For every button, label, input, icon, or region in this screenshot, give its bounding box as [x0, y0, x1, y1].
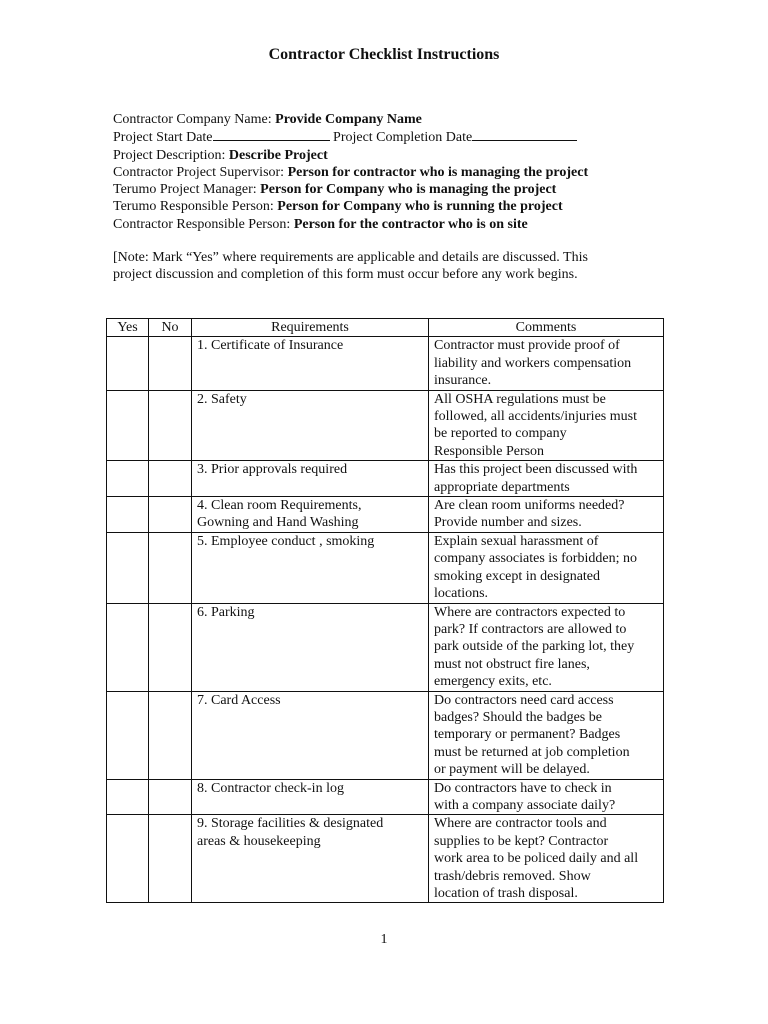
page-title: Contractor Checklist Instructions [268, 46, 500, 63]
comment-cell [429, 603, 664, 691]
requirement-text: 7. Card Access [197, 692, 281, 708]
yes-checkbox-cell[interactable] [107, 390, 149, 461]
yes-checkbox-cell[interactable] [107, 337, 149, 390]
comment-text: liability and workers compensation [434, 355, 632, 371]
responsible-person-label: Terumo Responsible Person: [113, 199, 278, 215]
supervisor-value: Person for contractor who is managing the project [287, 164, 589, 180]
no-column-header: No [149, 319, 192, 337]
start-date-label: Project Start Date [113, 130, 213, 146]
table-row [107, 779, 664, 815]
requirement-cell [192, 815, 429, 903]
table-row [107, 532, 664, 603]
checklist-body [107, 337, 664, 903]
comment-cell [429, 815, 664, 903]
contractor-responsible-label: Contractor Responsible Person: [113, 216, 294, 232]
requirement-text: Gowning and Hand Washing [197, 515, 359, 531]
comment-text: supplies to be kept? Contractor [434, 833, 609, 849]
requirement-cell [192, 779, 429, 815]
comment-cell [429, 779, 664, 815]
comment-text: location of trash disposal. [434, 886, 578, 901]
comment-text: company associates is forbidden; no [434, 551, 637, 567]
no-checkbox-cell[interactable] [149, 390, 192, 461]
yes-checkbox-cell[interactable] [107, 461, 149, 497]
comment-text: All OSHA regulations must be [434, 391, 606, 407]
project-manager-line [113, 181, 588, 198]
comment-text: work area to be policed daily and all [434, 851, 639, 867]
yes-checkbox-cell[interactable] [107, 815, 149, 903]
no-checkbox-cell[interactable] [149, 461, 192, 497]
no-checkbox-cell[interactable] [149, 691, 192, 779]
requirement-text: 6. Parking [197, 604, 255, 620]
note-line: [Note: Mark “Yes” where requirements are applicable and details are discussed. This [113, 250, 588, 265]
comment-text: must not obstruct fire lanes, [434, 656, 590, 672]
table-row [107, 815, 664, 903]
table-header-row [107, 319, 664, 337]
responsible-person-line [113, 198, 588, 215]
requirement-text: 9. Storage facilities & designated [197, 816, 384, 832]
supervisor-label: Contractor Project Supervisor: [113, 164, 288, 180]
comment-text: badges? Should the badges be [434, 709, 602, 725]
comment-text: Where are contractor tools and [434, 816, 607, 832]
requirement-text: 8. Contractor check-in log [197, 780, 344, 796]
comment-text: park? If contractors are allowed to [434, 621, 627, 637]
comment-cell [429, 390, 664, 461]
comment-text: Explain sexual harassment of [434, 533, 599, 549]
requirement-cell [192, 691, 429, 779]
completion-date-blank [472, 128, 577, 141]
comment-text: Where are contractors expected to [434, 604, 626, 620]
comment-text: Are clean room uniforms needed? [434, 498, 625, 514]
table-row [107, 390, 664, 461]
supervisor-line [113, 164, 588, 181]
requirement-text: areas & housekeeping [197, 833, 321, 849]
comment-text: with a company associate daily? [434, 797, 616, 813]
comment-text: Do contractors need card access [434, 692, 614, 708]
completion-date-label: Project Completion Date [329, 130, 473, 146]
requirement-cell [192, 461, 429, 497]
requirement-cell [192, 497, 429, 533]
project-dates-line [113, 128, 588, 146]
comment-text: Do contractors have to check in [434, 780, 612, 796]
yes-checkbox-cell[interactable] [107, 603, 149, 691]
yes-column-header: Yes [107, 319, 149, 337]
requirement-cell [192, 603, 429, 691]
comment-text: be reported to company [434, 426, 567, 442]
comment-cell [429, 461, 664, 497]
requirement-cell [192, 390, 429, 461]
comment-text: appropriate departments [434, 479, 570, 495]
no-checkbox-cell[interactable] [149, 779, 192, 815]
requirement-text: 2. Safety [197, 391, 247, 407]
requirement-cell [192, 337, 429, 390]
project-manager-value: Person for Company who is managing the project [260, 182, 557, 198]
comment-text: Has this project been discussed with [434, 462, 638, 478]
project-description-line [113, 147, 588, 164]
page-number: 1 [380, 932, 388, 947]
yes-checkbox-cell[interactable] [107, 691, 149, 779]
contractor-responsible-value: Person for the contractor who is on site [293, 216, 528, 232]
comment-cell [429, 532, 664, 603]
comment-text: temporary or permanent? Badges [434, 727, 621, 743]
responsible-person-value: Person for Company who is running the project [277, 199, 563, 215]
yes-checkbox-cell[interactable] [107, 497, 149, 533]
comment-text: must be returned at job completion [434, 744, 630, 760]
comment-text: park outside of the parking lot, they [434, 639, 635, 655]
comment-text: locations. [434, 586, 489, 602]
comment-text: Responsible Person [434, 443, 545, 459]
company-name-label: Contractor Company Name: [113, 112, 276, 127]
project-description-label: Project Description: [113, 147, 229, 163]
company-name-line [113, 111, 588, 128]
requirement-cell [192, 532, 429, 603]
comment-text: or payment will be delayed. [434, 762, 590, 778]
requirement-text: 4. Clean room Requirements, [197, 498, 362, 514]
no-checkbox-cell[interactable] [149, 603, 192, 691]
table-row [107, 497, 664, 533]
requirement-text: 1. Certificate of Insurance [197, 338, 344, 354]
requirement-text: 3. Prior approvals required [197, 462, 348, 478]
project-description-value: Describe Project [228, 147, 328, 163]
comment-cell [429, 497, 664, 533]
table-row [107, 337, 664, 390]
start-date-blank [213, 128, 330, 141]
comment-cell [429, 337, 664, 390]
checklist-table [106, 318, 664, 903]
project-manager-label: Terumo Project Manager: [113, 182, 261, 198]
comments-column-header: Comments [429, 319, 664, 337]
no-checkbox-cell[interactable] [149, 532, 192, 603]
yes-checkbox-cell[interactable] [107, 532, 149, 603]
table-row [107, 603, 664, 691]
comment-text: Contractor must provide proof of [434, 338, 620, 354]
comment-text: emergency exits, etc. [434, 674, 552, 690]
comment-text: smoking except in designated [434, 568, 601, 584]
no-checkbox-cell[interactable] [149, 815, 192, 903]
no-checkbox-cell[interactable] [149, 337, 192, 390]
company-name-value: Provide Company Name [275, 112, 422, 127]
comment-text: insurance. [434, 373, 492, 389]
comment-cell [429, 691, 664, 779]
yes-checkbox-cell[interactable] [107, 779, 149, 815]
table-row [107, 461, 664, 497]
no-checkbox-cell[interactable] [149, 497, 192, 533]
comment-text: Provide number and sizes. [434, 515, 582, 531]
comment-text: followed, all accidents/injuries must [434, 409, 637, 425]
table-row [107, 691, 664, 779]
comment-text: trash/debris removed. Show [434, 868, 591, 884]
note-paragraph [113, 249, 653, 284]
requirements-column-header: Requirements [192, 319, 429, 337]
note-line: project discussion and completion of this form must occur before any work begins. [113, 267, 578, 283]
requirement-text: 5. Employee conduct , smoking [197, 533, 375, 549]
project-info [113, 111, 588, 233]
contractor-responsible-line [113, 216, 588, 233]
